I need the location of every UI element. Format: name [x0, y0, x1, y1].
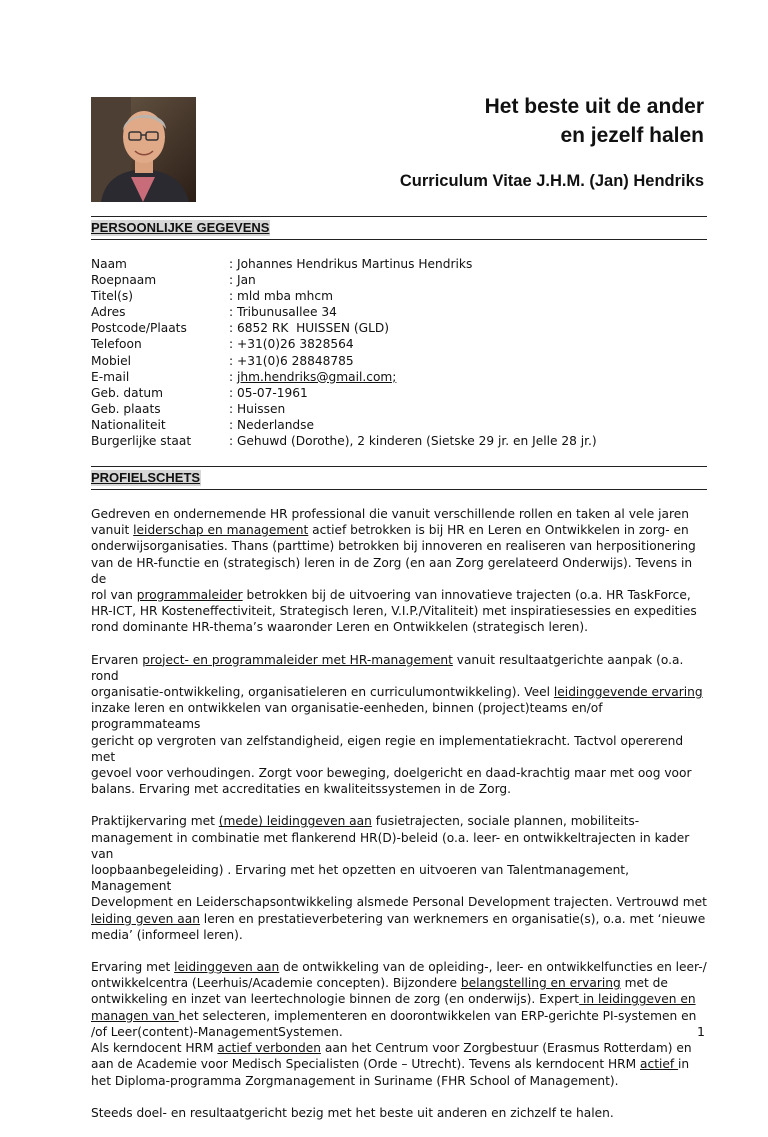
detail-value: [229, 369, 396, 385]
detail-row: [91, 417, 597, 433]
profile-paragraph-3: [91, 813, 707, 943]
text-run: Ervaren: [91, 652, 143, 667]
underlined-phrase: leidinggevende ervaring: [553, 685, 703, 700]
detail-label: Roepnaam: [91, 273, 157, 288]
detail-row: [91, 304, 597, 320]
profile-paragraph-4: [91, 959, 707, 1089]
profile-paragraph-2: [91, 652, 707, 798]
title-line-1: Het beste uit de ander: [484, 95, 704, 118]
detail-value: : Jan: [229, 273, 256, 288]
detail-label: Telefoon: [91, 337, 142, 352]
detail-row: [91, 336, 597, 352]
underlined-phrase: in leidinggeven en managen van: [91, 992, 696, 1023]
detail-row: [91, 256, 597, 272]
detail-row: [91, 433, 597, 449]
text-run: actief betrokken is bij HR en Leren en Ontwikkelen in zorg- en onderwijsorganisaties. Thans (parttime) betrokken bij innoveren en realiseren van herpositionering van de HR-functie en (strategisch) leren in de Zorg (en aan Zorg gerelateerd Onderwijs). Tevens in de rol van: [91, 523, 696, 603]
detail-label: Geb. plaats: [91, 401, 161, 416]
text-run: aan het Centrum voor Zorgbestuur (Erasmus Rotterdam) en aan de Academie voor Medisch Specialisten (Orde – Utrecht). Tevens als kerndocent HRM: [91, 1041, 692, 1072]
profile-paragraph-5: Steeds doel- en resultaatgericht bezig met het beste uit anderen en zichzelf te halen.: [91, 1105, 614, 1120]
underlined-phrase: leiderschap en management: [133, 523, 309, 538]
detail-value: : Johannes Hendrikus Martinus Hendriks: [229, 257, 473, 271]
detail-value: : 05-07-1961: [229, 385, 308, 400]
detail-row: [91, 288, 597, 304]
detail-label: Adres: [91, 305, 126, 320]
document-title: [485, 92, 704, 150]
detail-label: Geb. datum: [91, 385, 164, 400]
title-line-2: en jezelf halen: [560, 124, 704, 147]
detail-label: Titel(s): [91, 289, 133, 304]
text-run: inzake leren en ontwikkelen van organisatie-eenheden, binnen (project)teams en/of programmateams gericht op vergroten van zelfstandigheid, eigen regie en implementatiekracht. Tactvol opererend met gevoel voor verhoudingen. Zorgt voor beweging, doelgericht en daad-krachtig maar met oog voor balans. Ervaring met accreditaties en kwaliteitssystemen in de Zorg.: [91, 701, 692, 797]
detail-value: : Huissen: [229, 401, 286, 416]
text-run: leren en prestatieverbetering van werknemers en organisatie(s), o.a. met ‘nieuwe media’ (informeel leren).: [91, 911, 706, 942]
text-run: Gedreven en ondernemende HR professional die vanuit verschillende rollen en taken al vele jaren vanuit: [91, 507, 689, 538]
underlined-phrase: (mede) leidinggeven aan: [218, 814, 372, 829]
underlined-phrase: actief verbonden: [217, 1041, 321, 1056]
document-subtitle: Curriculum Vitae J.H.M. (Jan) Hendriks: [399, 172, 704, 190]
profile-paragraph-1: [91, 506, 707, 636]
profile-text: [91, 506, 707, 1137]
detail-value: : +31(0)26 3828564: [229, 337, 354, 352]
underlined-phrase: belangstelling en ervaring: [460, 976, 621, 991]
detail-row: [91, 369, 597, 385]
detail-value: : Nederlandse: [229, 417, 315, 432]
text-run: de ontwikkeling van de opleiding-, leer- en ontwikkelfuncties en leer-/ ontwikkelcentra (Leerhuis/Academie concepten). Bijzondere: [91, 960, 707, 991]
text-run: fusietrajecten, sociale plannen, mobiliteits- management in combinatie met flankerend HR(D)-beleid (o.a. leer- en ontwikkeltrajecten in kader van loopbaanbegeleiding) . Ervaring met het opzetten en uitvoeren van Talentmanagement, Management Development en Leiderschapsontwikkeling alsmede Personal Development trajecten. Vertrouwd met: [91, 814, 707, 910]
text-run: betrokken bij de uitvoering van innovatieve trajecten (o.a. HR TaskForce, HR-ICT, HR Kosteneffectiviteit, Strategisch leren, V.I.P./Vitaliteit) met inspiratiesessies en expedities rond dominante HR-thema’s waaronder Leren en Ontwikkelen (strategisch leren).: [91, 588, 697, 635]
section-title-profile: PROFIELSCHETS: [91, 470, 201, 485]
text-run: met de ontwikkeling en inzet van leertechnologie binnen de zorg (en onderwijs). Expert: [91, 976, 668, 1007]
text-run: in het Diploma-programma Zorgmanagement in Suriname (FHR School of Management).: [91, 1057, 690, 1088]
detail-label: E-mail: [91, 369, 130, 384]
text-run: Ervaring met: [91, 960, 175, 975]
email-link[interactable]: jhm.hendriks@gmail.com;: [236, 369, 397, 384]
section-header-profile: [91, 466, 707, 490]
underlined-phrase: project- en programmaleider met HR-management: [142, 652, 453, 667]
detail-label: Nationaliteit: [91, 417, 166, 432]
detail-value: : Gehuwd (Dorothe), 2 kinderen (Sietske 29 jr. en Jelle 28 jr.): [229, 434, 597, 449]
detail-label: Mobiel: [91, 353, 131, 368]
text-run: Praktijkervaring met: [91, 814, 219, 829]
detail-row: [91, 272, 597, 288]
underlined-phrase: leiding geven aan: [91, 911, 200, 926]
detail-label: Postcode/Plaats: [91, 321, 187, 336]
detail-label: Burgerlijke staat: [91, 434, 192, 449]
text-run: vanuit resultaatgerichte aanpak (o.a. rond organisatie-ontwikkeling, organisatieleren en curriculumontwikkeling). Veel: [91, 652, 684, 700]
underlined-phrase: programmaleider: [136, 588, 243, 603]
underlined-phrase: leidinggeven aan: [174, 960, 280, 975]
personal-details-list: [91, 256, 597, 449]
page-number: 1: [697, 1024, 705, 1039]
underlined-phrase: actief: [640, 1057, 679, 1072]
detail-row: [91, 401, 597, 417]
email-prefix: :: [229, 369, 237, 384]
detail-row: [91, 353, 597, 369]
detail-value: : 6852 RK HUISSEN (GLD): [229, 321, 390, 336]
detail-value: : +31(0)6 28848785: [229, 353, 354, 368]
detail-row: [91, 385, 597, 401]
section-title-personal: PERSOONLIJKE GEGEVENS: [91, 220, 270, 235]
detail-label: Naam: [91, 257, 127, 271]
section-header-personal: [91, 216, 707, 240]
text-run: het selecteren, implementeren en doorontwikkelen van ERP-gerichte PI-systemen en /of Leer(content)-ManagementSystemen. Als kerndocent HRM: [91, 1008, 697, 1056]
detail-row: [91, 320, 597, 336]
portrait-photo: [91, 97, 196, 202]
detail-value: : mld mba mhcm: [229, 289, 333, 304]
detail-value: : Tribunusallee 34: [229, 305, 337, 320]
